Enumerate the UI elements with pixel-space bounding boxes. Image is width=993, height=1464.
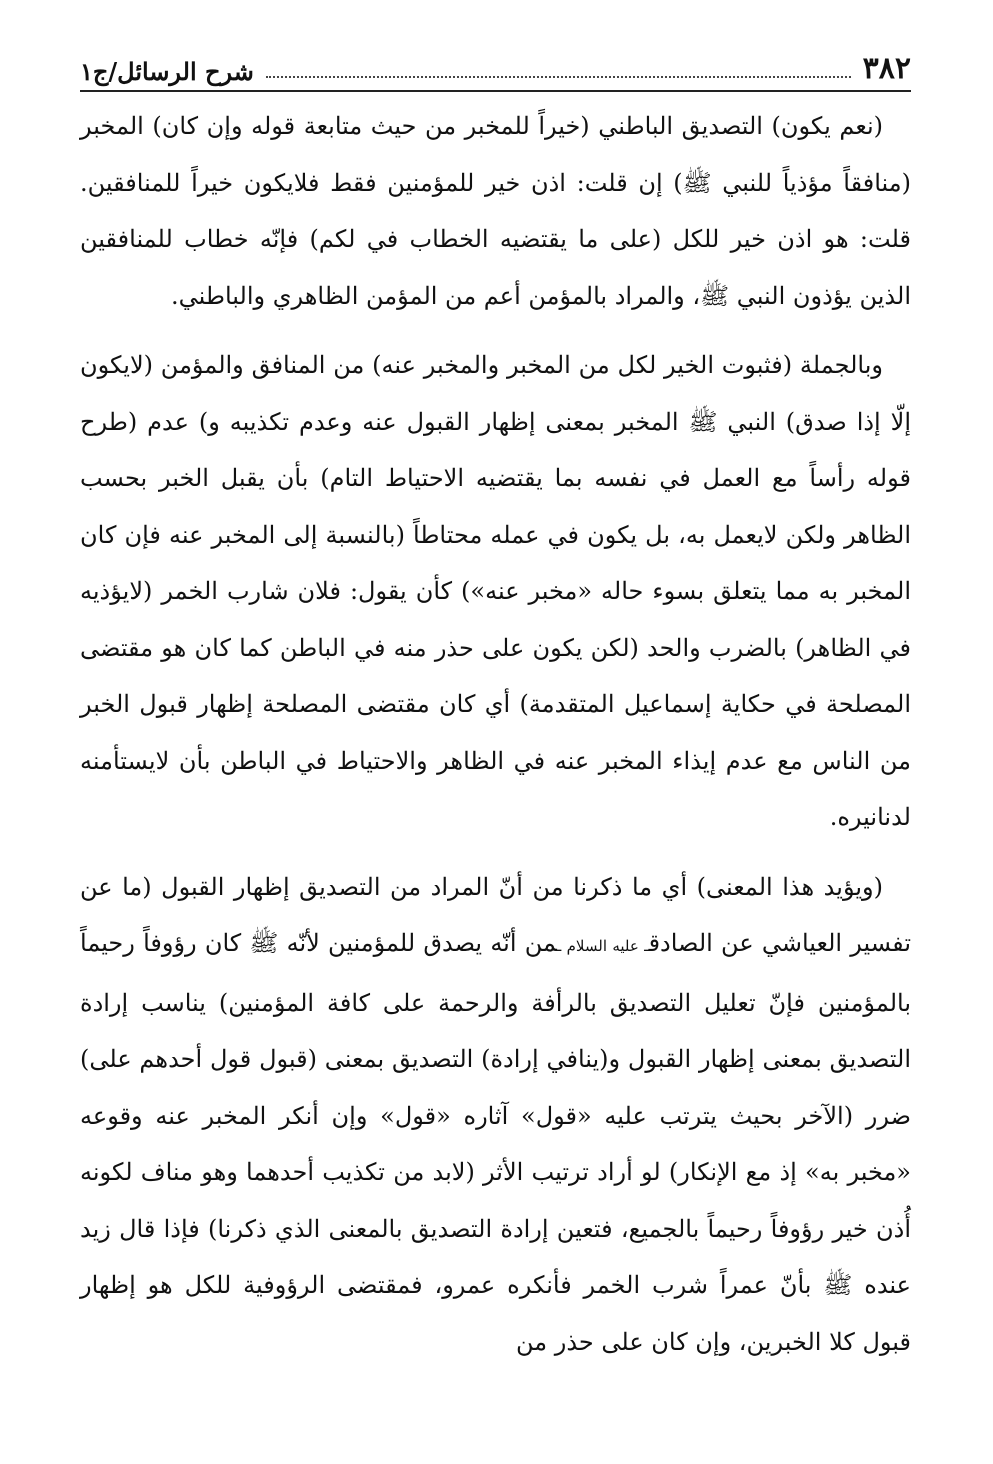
paragraph: وبالجملة (فثبوت الخير لكل من المخبر والمخبر عنه) من المنافق والمؤمن (لايكون إلّا إذا صدق) النبي ﷺ المخبر بمعنى إظهار القبول عنه وعدم تكذيبه و) عدم (طرح قوله رأساً مع العمل في نفسه بما يقتضيه الاحتياط التام) بأن يقبل الخبر بحسب الظاهر ولكن لايعمل به، بل يكون في عمله محتاطاً (بالنسبة إلى المخبر عنه فإن كان المخبر به مما يتعلق بسوء حاله «مخبر عنه») كأن يقول: فلان شارب الخمر (لايؤذيه في الظاهر) بالضرب والحد (لكن يكون على حذر منه في الباطن كما كان هو مقتضى المصلحة في حكاية إسماعيل المتقدمة) أي كان مقتضى المصلحة إظهار قبول الخبر من الناس مع عدم إيذاء المخبر عنه في الظاهر والاحتياط في الباطن بأن لايستأمنه لدنانيره. xyxy=(80,351,912,831)
paragraph: (نعم يكون) التصديق الباطني (خيراً للمخبر من حيث متابعة قوله وإن كان) المخبر (منافقاً مؤذياً للنبي ﷺ) إن قلت: اذن خير للمؤمنين فقط فلايكون خيراً للمنافقين. قلت: هو اذن خير للكل (على ما يقتضيه الخطاب في لكم) فإنّه خطاب للمنافقين الذين يؤذون النبي ﷺ، والمراد بالمؤمن أعم من المؤمن الظاهري والباطني. xyxy=(80,112,911,310)
book-title: شرح الرسائل/ج١ xyxy=(80,57,254,86)
page-header xyxy=(80,38,911,88)
body-text xyxy=(80,98,911,1444)
page-number: ٣٨٢ xyxy=(862,51,911,86)
header-rule xyxy=(80,90,911,92)
honorific-note: ـ عليه السلام ـ xyxy=(556,937,649,955)
paragraph-text: من أنّه يصدق للمؤمنين لأنّه ﷺ كان رؤوفاً رحيماً بالمؤمنين فإنّ تعليل التصديق بالرأفة والرحمة على كافة المؤمنين) يناسب إرادة التصديق بمعنى إظهار القبول و(ينافي إرادة) التصديق بمعنى (قبول قول أحدهم على) ضرر (الآخر بحيث يترتب عليه «قول» آثاره «قول» وإن أنكر المخبر عنه وقوعه «مخبر به» إذ مع الإنكار) لو أراد ترتيب الأثر (لابد من تكذيب أحدهما وهو مناف لكونه أُذن خير رؤوفاً رحيماً بالجميع، فتعين إرادة التصديق بالمعنى الذي ذكرنا) فإذا قال زيد عنده ﷺ بأنّ عمراً شرب الخمر فأنكره عمرو، فمقتضى الرؤوفية للكل هو إظهار قبول كلا الخبرين، وإن كان على حذر من xyxy=(80,929,912,1356)
paragraph xyxy=(80,859,911,1371)
paragraph-text: (ويؤيد هذا المعنى) أي ما ذكرنا من أنّ المراد من التصديق إظهار القبول (ما عن تفسير العياشي عن الصادق xyxy=(80,872,912,957)
header-dotted-leader xyxy=(266,76,851,78)
